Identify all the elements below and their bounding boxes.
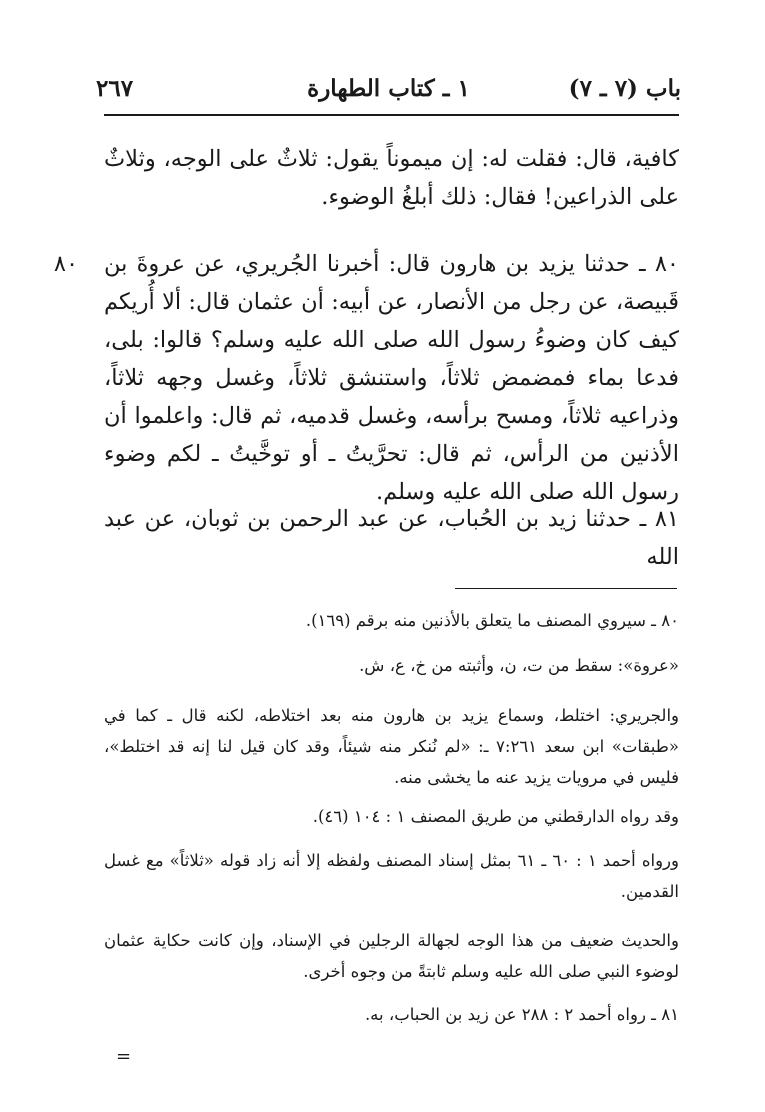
footnote-divider bbox=[455, 588, 677, 589]
continuation-mark: = bbox=[116, 1046, 132, 1067]
continuation-paragraph: كافية، قال: فقلت له: إن ميموناً يقول: ثلاثٌ على الوجه، وثلاثٌ على الذراعين! فقال: ذلك أبلغُ الوضوء. bbox=[104, 146, 679, 210]
footnote-item: ٨٠ ـ سيروي المصنف ما يتعلق بالأذنين منه برقم (١٦٩). bbox=[305, 611, 679, 630]
footnote-item: وقد رواه الدارقطني من طريق المصنف ١ : ١٠٤ (٤٦). bbox=[312, 807, 679, 826]
hadith-80-margin-number: ٨٠ bbox=[53, 251, 79, 277]
book-title: ١ ـ كتاب الطهارة bbox=[307, 75, 470, 102]
footnote-item: والحديث ضعيف من هذا الوجه لجهالة الرجلين في الإسناد، وإن كانت حكاية عثمان لوضوء النبي صلى الله عليه وسلم ثابتةً من وجوه أخرى. bbox=[104, 931, 679, 981]
footnote-item: «عروة»: سقط من ت، ن، وأثبته من خ، ع، ش. bbox=[359, 656, 679, 675]
footnote-item: والجريري: اختلط، وسماع يزيد بن هارون منه بعد اختلاطه، لكنه قال ـ كما في «طبقات» ابن سعد ٧:٢٦١ ـ: «لم نُنكر منه شيئاً، وقد كان قيل لنا إنه قد اختلط»، فليس في مرويات يزيد عنه ما يخشى منه. bbox=[104, 706, 679, 787]
footnote-item: ورواه أحمد ١ : ٦٠ ـ ٦١ بمثل إسناد المصنف ولفظه إلا أنه زاد قوله «ثلاثاً» مع غسل القدمين. bbox=[104, 851, 679, 901]
header-divider bbox=[104, 114, 679, 116]
page-number: ٢٦٧ bbox=[96, 75, 134, 102]
hadith-81-paragraph: ٨١ ـ حدثنا زيد بن الحُباب، عن عبد الرحمن بن ثوبان، عن عبد الله bbox=[104, 506, 679, 570]
running-header bbox=[96, 74, 681, 108]
chapter-title: باب (٧ ـ ٧) bbox=[568, 75, 681, 102]
footnote-item: ٨١ ـ رواه أحمد ٢ : ٢٨٨ عن زيد بن الحباب، به. bbox=[364, 1005, 679, 1024]
hadith-80-paragraph: ٨٠ ـ حدثنا يزيد بن هارون قال: أخبرنا الجُريري، عن عروةَ بن قَبيصة، عن رجل من الأنصار، عن أبيه: أن عثمان قال: ألا أُريكم كيف كان وضوءُ رسول الله صلى الله عليه وسلم؟ قالوا: بلى، فدعا بماء فمضمض ثلاثاً، واستنشق ثلاثاً، وغسل وجهه ثلاثاً، وذراعيه ثلاثاً، ومسح برأسه، وغسل قدميه، ثم قال: واعلموا أن الأذنين من الرأس، ثم قال: تحرَّيتُ ـ أو توخَّيتُ ـ لكم وضوء رسول الله صلى الله عليه وسلم. bbox=[104, 251, 679, 505]
